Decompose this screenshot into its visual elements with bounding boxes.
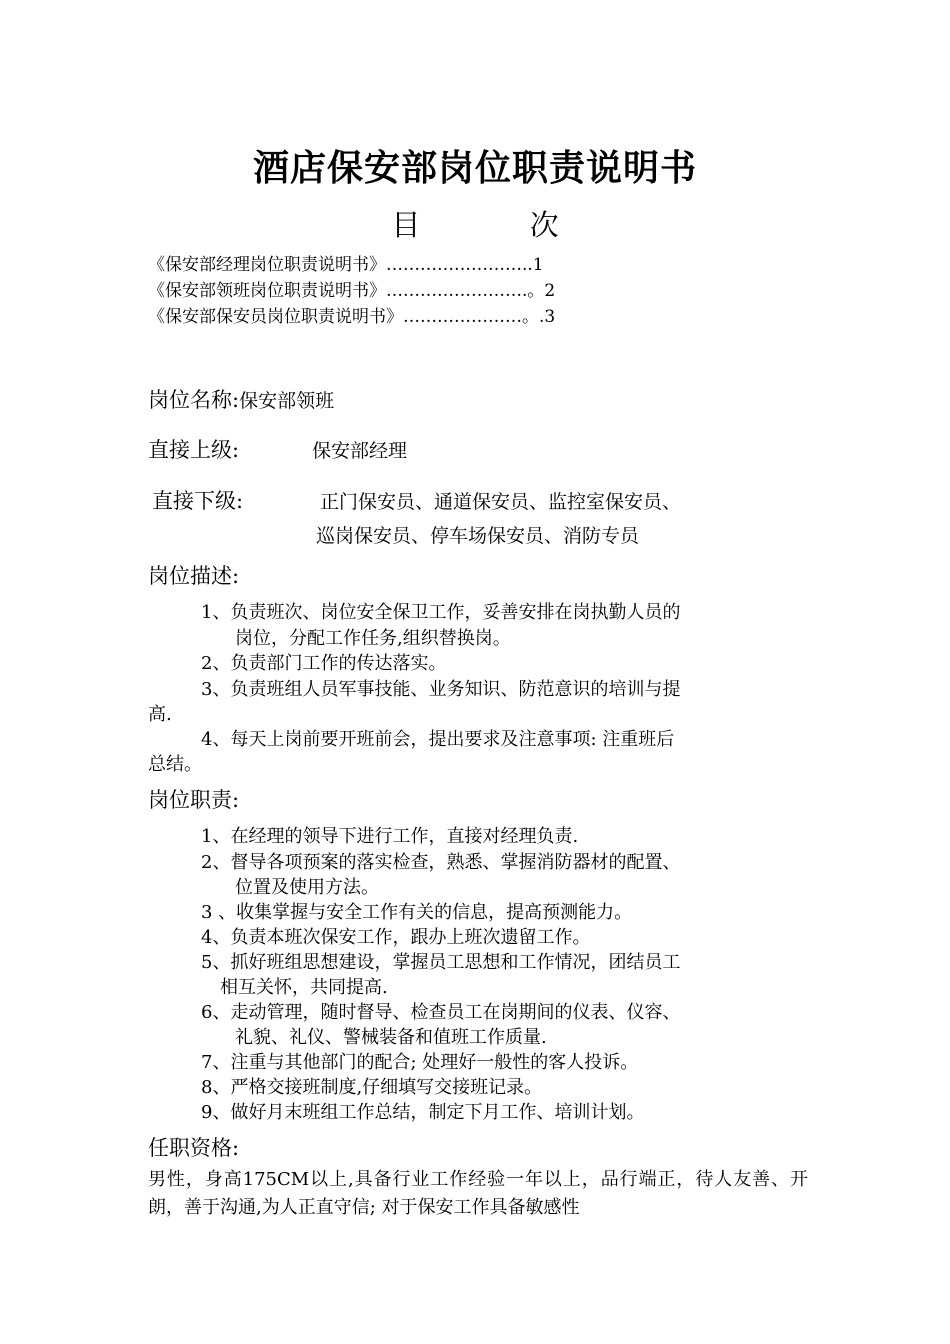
- duties-heading: 岗位职责:: [148, 788, 240, 812]
- description-item: 岗位，分配工作任务,组织替换岗。: [235, 628, 511, 649]
- subordinate-line: 正门保安员、通道保安员、监控室保安员、: [320, 491, 682, 513]
- duty-item: 2、督导各项预案的落实检查，熟悉、掌握消防器材的配置、: [201, 852, 681, 873]
- toc-entry: 《保安部领班岗位职责说明书》…………………….。2: [148, 281, 556, 301]
- superior-value: 保安部经理: [312, 440, 408, 462]
- position-name-row: [148, 384, 334, 414]
- description-item: 高.: [148, 704, 172, 725]
- duty-item: 相互关怀，共同提高.: [220, 977, 388, 998]
- qualification-heading: 任职资格:: [148, 1136, 240, 1160]
- duty-item: 6、走动管理，随时督导、检查员工在岗期间的仪表、仪容、: [201, 1002, 681, 1023]
- toc-entry: 《保安部保安员岗位职责说明书》…………………。.3: [148, 307, 556, 327]
- qualification-text: 男性，身高175CM以上,具备行业工作经验一年以上，品行端正，待人友善、开朗，善于沟通,为人正直守信; 对于保安工作具备敏感性: [148, 1169, 808, 1218]
- duty-item: 5、抓好班组思想建设，掌握员工思想和工作情况，团结员工: [201, 952, 681, 973]
- description-item: 2、负责部门工作的传达落实。: [201, 653, 447, 674]
- duty-item: 7、注重与其他部门的配合; 处理好一般性的客人投诉。: [201, 1052, 639, 1073]
- duty-item: 1、在经理的领导下进行工作，直接对经理负责.: [201, 826, 579, 847]
- description-item: 总结。: [148, 754, 202, 775]
- subordinate-label: 直接下级:: [152, 489, 244, 513]
- description-item: 1、负责班次、岗位安全保卫工作，妥善安排在岗执勤人员的: [201, 602, 681, 623]
- duty-item: 礼貌、礼仪、警械装备和值班工作质量.: [235, 1027, 547, 1048]
- toc-heading: 目 次: [391, 208, 609, 242]
- description-item: 3、负责班组人员军事技能、业务知识、防范意识的培训与提: [201, 679, 681, 700]
- superior-label: 直接上级:: [148, 438, 240, 462]
- subordinate-line: 巡岗保安员、停车场保安员、消防专员: [316, 525, 640, 547]
- position-name-value: 保安部领班: [239, 390, 335, 412]
- document-title: 酒店保安部岗位职责说明书: [252, 148, 697, 189]
- duty-item: 4、负责本班次保安工作，跟办上班次遗留工作。: [201, 927, 591, 948]
- table-of-contents: [148, 252, 555, 330]
- duty-item: 3 、收集掌握与安全工作有关的信息，提高预测能力。: [201, 902, 633, 923]
- toc-entry: 《保安部经理岗位职责说明书》……………………..1: [148, 255, 544, 275]
- description-item: 4、每天上岗前要开班前会，提出要求及注意事项: 注重班后: [201, 729, 675, 750]
- position-name-label: 岗位名称:: [148, 388, 240, 412]
- description-heading: 岗位描述:: [148, 564, 240, 588]
- duty-item: 位置及使用方法。: [235, 877, 379, 898]
- duty-item: 8、严格交接班制度,仔细填写交接班记录。: [201, 1077, 543, 1098]
- duty-item: 9、做好月末班组工作总结，制定下月工作、培训计划。: [201, 1102, 645, 1123]
